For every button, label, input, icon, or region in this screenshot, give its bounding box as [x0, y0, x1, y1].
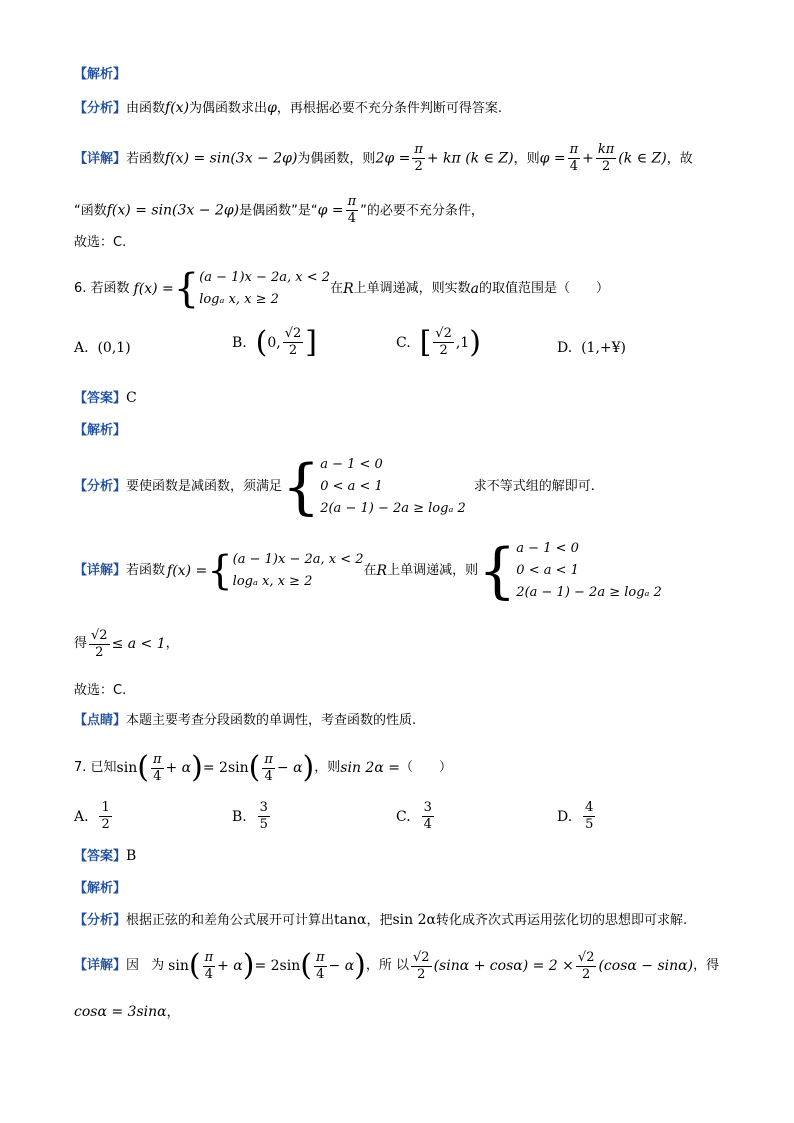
- text: ，再根据必要不充分条件判断可得答案.: [276, 101, 503, 116]
- section-label: 【详解】: [74, 563, 127, 578]
- text: ，则: [513, 151, 540, 167]
- q6-option-d: D. (1,+¥): [557, 340, 627, 356]
- text: 在: [363, 563, 377, 578]
- math: sin 2α =: [340, 760, 400, 776]
- q6-option-c: C. [ $\frac{√2}{2}$ ,1 ): [396, 324, 481, 360]
- text: ，故: [666, 151, 693, 167]
- text: ，所 以: [365, 958, 410, 973]
- answer-value: B: [126, 848, 137, 864]
- math: f(x) = sin(3x − 2φ): [106, 202, 240, 219]
- section-label: 【解析】: [74, 67, 127, 82]
- q5-jiexi-label: [74, 64, 126, 85]
- text: 若函数: [126, 151, 166, 167]
- text: ，: [165, 636, 179, 651]
- section-label: 【解析】: [74, 881, 127, 896]
- math: a: [470, 281, 479, 297]
- brace: {: [282, 452, 321, 522]
- q6-analysis: [74, 452, 595, 522]
- text: 是偶函数”是“: [239, 203, 318, 219]
- math: ≤ a < 1: [111, 636, 166, 652]
- math: φ: [267, 100, 277, 116]
- text: 上单调递减，则实数: [353, 281, 471, 296]
- math: f(x) =: [133, 281, 174, 297]
- q7-stem: 7. 已知 sin ( $\frac{\pi}{4}$ + α ) = 2sin ( $\frac{\pi}{4}$ − α ) ，则 sin 2α = （ ）: [74, 750, 452, 785]
- section-label: 【分析】: [74, 101, 127, 116]
- text: 要使函数是减函数，须满足: [126, 479, 283, 494]
- fraction: $\frac{\pi}{4}$: [347, 194, 357, 226]
- math: tanα: [334, 912, 367, 928]
- math: (k ∈ Z): [618, 150, 667, 167]
- math: (cosα − sinα): [598, 958, 694, 974]
- q7-final: [74, 1002, 180, 1023]
- q6-jiexi-label: [74, 420, 126, 441]
- math: sin: [168, 958, 189, 974]
- math: φ =: [317, 202, 344, 219]
- text: 由函数: [126, 101, 166, 116]
- brace: {: [173, 266, 200, 312]
- text: 若函数: [126, 563, 166, 578]
- brace: {: [207, 548, 233, 594]
- fraction: $\frac{\pi}{2}$: [414, 142, 423, 174]
- text: 在: [330, 281, 344, 296]
- piecewise: (a − 1)x − 2a, x < 2 logₐ x, x ≥ 2: [199, 270, 331, 307]
- math: = 2sin: [202, 760, 249, 776]
- math: f(x) =: [167, 563, 208, 579]
- math: sin: [116, 760, 138, 776]
- q7-option-b: B. $\frac{3}{5}$: [232, 800, 268, 832]
- q5-conclusion: [74, 232, 126, 253]
- answer-value: C: [126, 390, 137, 406]
- q7-option-c: C. $\frac{3}{4}$: [396, 800, 432, 832]
- math: f(x): [165, 100, 190, 116]
- text: 根据正弦的和差角公式展开可计算出: [126, 913, 335, 928]
- section-label: 【答案】: [74, 391, 127, 406]
- fraction: $\frac{\pi}{4}$: [569, 142, 579, 174]
- text: 得: [74, 636, 88, 651]
- q6-stem: [74, 266, 609, 312]
- fraction: $\frac{√2}{2}$: [91, 627, 108, 660]
- q7-answer: [74, 846, 136, 867]
- fraction: $\frac{√2}{2}$: [577, 949, 595, 982]
- brace: {: [478, 536, 517, 606]
- text: 为偶函数，则: [297, 151, 376, 167]
- section-label: 【解析】: [74, 423, 127, 438]
- q7-option-d: D. $\frac{4}{5}$: [557, 800, 594, 832]
- text: ，把: [366, 913, 393, 928]
- q7-analysis: [74, 910, 687, 931]
- inequality-system: a − 1 < 0 0 < a < 1 2(a − 1) − 2a ≥ logₐ 2: [320, 457, 466, 516]
- q6-option-b: B. ( 0, $\frac{√2}{2}$ ]: [232, 324, 318, 360]
- section-label: 【详解】: [74, 151, 127, 167]
- q5-detail-line: 【详解】若函数f(x) = sin(3x − 2φ)为偶函数，则2φ = $\frac{\pi}{2}$ + kπ (k ∈ Z)，则φ = $\frac{\pi}{4}$ + $\frac{k\pi}{2}$ (k ∈ Z)，故: [74, 142, 693, 174]
- text: 7. 已知: [74, 760, 117, 775]
- section-label: 【点睛】: [74, 713, 127, 728]
- text: ，: [166, 1005, 180, 1020]
- math: 2φ =: [375, 150, 411, 167]
- q7-detail: 【详解】 因 为 sin ( $\frac{\pi}{4}$ + α ) = 2sin ( $\frac{\pi}{4}$ − α ) ，所 以 $\frac{√2}{2}$ (sinα + cosα) = 2 × $\frac{√2}{2}$ (cosα − sinα) ，得: [74, 948, 720, 983]
- q5-detail-line2: [74, 194, 484, 227]
- math: cosα = 3sinα: [74, 1004, 167, 1020]
- fraction: $\frac{√2}{2}$: [413, 949, 430, 982]
- text: 6. 若函数: [74, 281, 130, 296]
- text: 本题主要考查分段函数的单调性，考查函数的性质.: [126, 713, 417, 728]
- math: = 2sin: [254, 958, 301, 974]
- piecewise: (a − 1)x − 2a, x < 2 logₐ x, x ≥ 2: [232, 552, 364, 589]
- q6-result: [74, 624, 179, 664]
- text: （ ）: [399, 760, 452, 775]
- q6-tip: [74, 710, 416, 731]
- text: 故选：C.: [74, 683, 127, 698]
- text: “函数: [74, 203, 107, 219]
- math: + kπ (k ∈ Z): [426, 150, 514, 167]
- text: ，得: [693, 958, 720, 973]
- text: 求不等式组的解即可.: [473, 479, 595, 494]
- section-label: 【答案】: [74, 849, 127, 864]
- q6-option-a: A. (0,1): [74, 340, 131, 356]
- text: 转化成齐次式再运用弦化切的思想即可求解.: [436, 913, 688, 928]
- math: (sinα + cosα) = 2 ×: [433, 958, 574, 974]
- section-label: 【分析】: [74, 913, 127, 928]
- math: φ =: [539, 150, 566, 167]
- q6-conclusion: [74, 680, 126, 701]
- text: 故选：C.: [74, 235, 127, 250]
- text: 上单调递减，则: [387, 563, 479, 578]
- q6-detail: [74, 536, 662, 606]
- text: ，则: [314, 760, 341, 775]
- inequality-system: a − 1 < 0 0 < a < 1 2(a − 1) − 2a ≥ logₐ 2: [516, 541, 662, 600]
- text: 为偶函数求出: [189, 101, 268, 116]
- math: R: [343, 281, 354, 297]
- q7-option-a: A. $\frac{1}{2}$: [74, 800, 110, 832]
- q6-answer: [74, 388, 137, 409]
- q7-jiexi-label: [74, 878, 126, 899]
- section-label: 【详解】: [74, 958, 127, 973]
- section-label: 【分析】: [74, 479, 127, 494]
- text: 的取值范围是（ ）: [478, 281, 609, 296]
- math: R: [376, 563, 388, 579]
- text: 因 为: [126, 958, 169, 973]
- q5-analysis-line: [74, 98, 502, 119]
- fraction: $\frac{k\pi}{2}$: [597, 142, 615, 174]
- text: ”的必要不充分条件，: [360, 203, 484, 219]
- math: f(x) = sin(3x − 2φ): [165, 150, 298, 167]
- math: sin 2α: [392, 912, 436, 928]
